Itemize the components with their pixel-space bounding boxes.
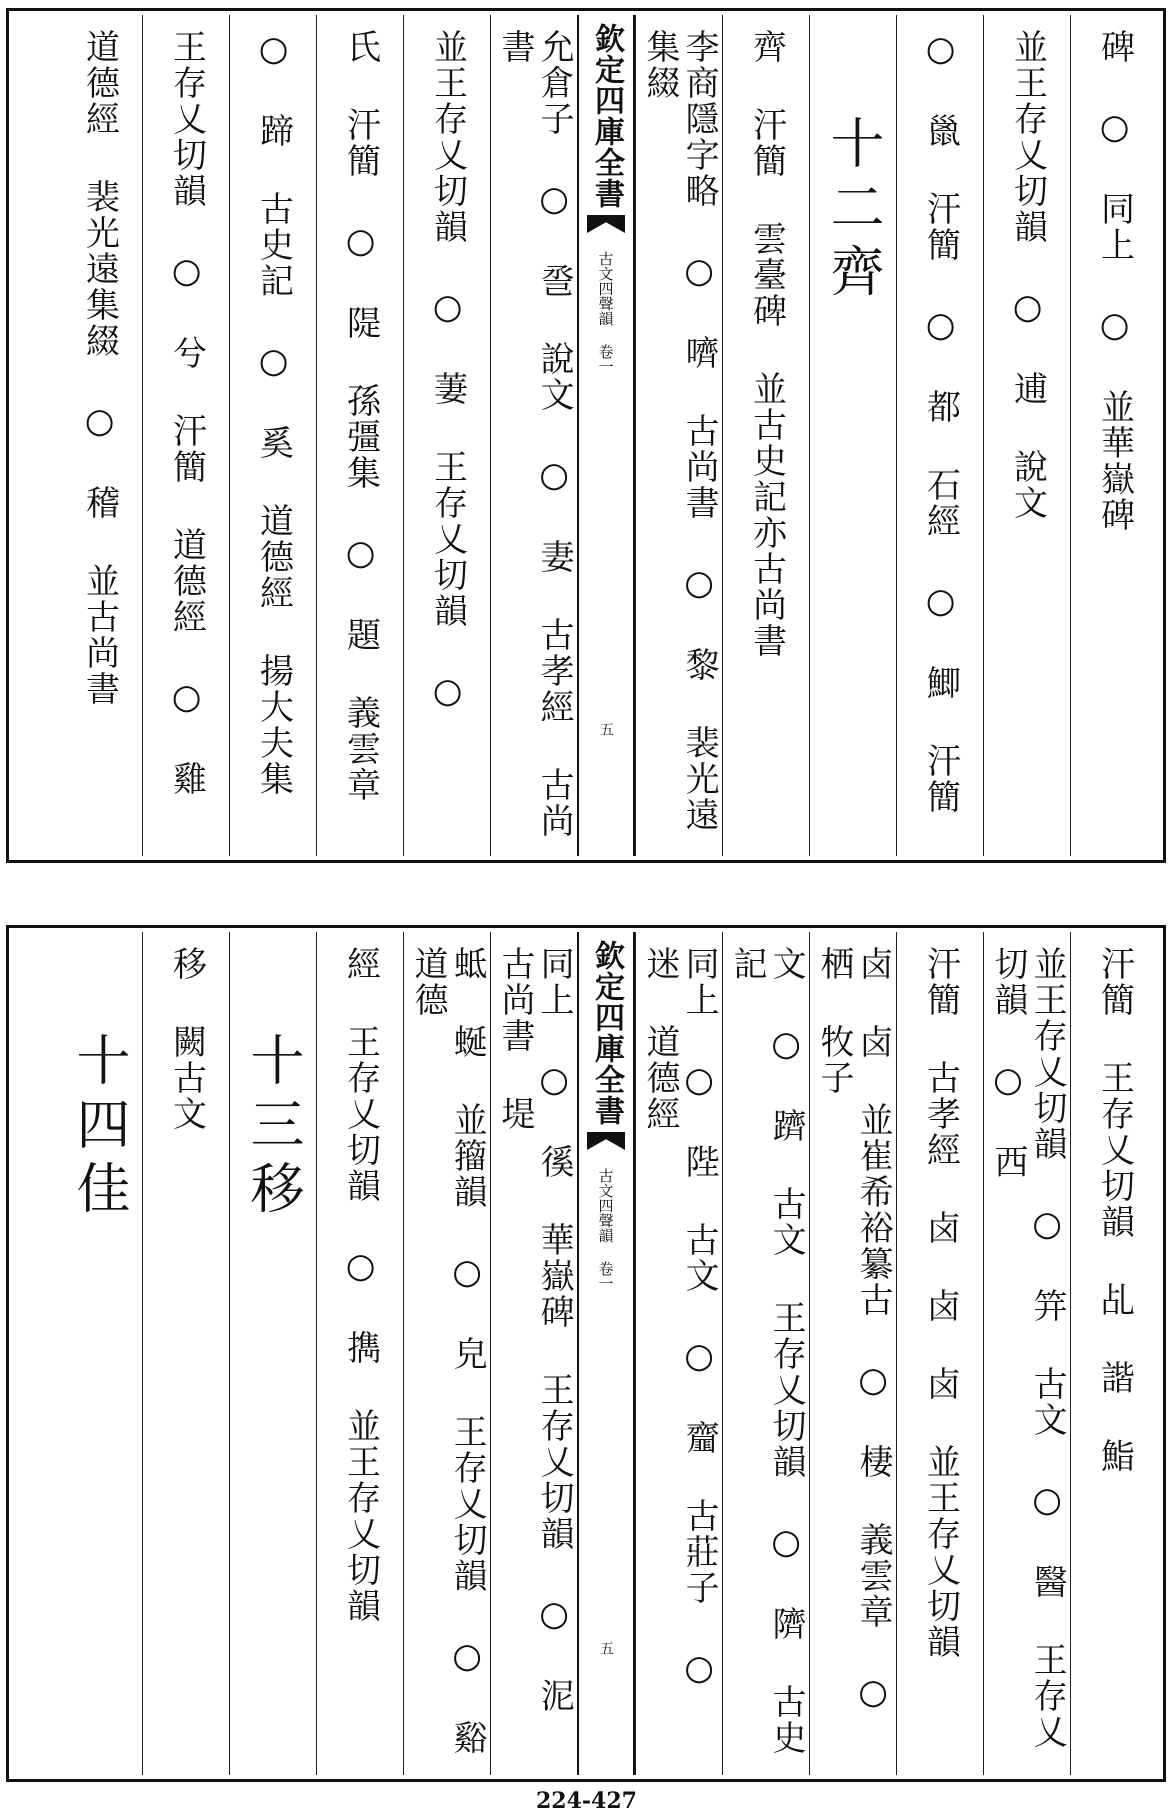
bottom-page	[6, 925, 1166, 1782]
column-text: 同上 ○ 陛 古文 ○ 齏 古莊子 ○ 迷 道德經	[640, 946, 720, 1690]
text-column	[809, 932, 896, 1775]
fishtail-mark	[587, 215, 625, 241]
text-column	[403, 15, 490, 856]
column-text: 並王存乂切韻 ○ 笄 古文 ○ 醫 王存乂切韻 ○ 西	[988, 946, 1068, 1750]
rhyme-heading: 十三移	[242, 1032, 306, 1224]
text-column	[896, 15, 983, 856]
column-text: 蚳 蜒 並籀韻 ○ 皃 王存乂切韻 ○ 谿 道德	[408, 946, 488, 1756]
column-text: 移 闕古文	[166, 946, 207, 1132]
text-column	[1070, 932, 1157, 1775]
column-text: 允倉子 ○ 巹 說文 ○ 妻 古孝經 古尚書	[495, 29, 575, 839]
text-column	[983, 932, 1070, 1775]
text-column	[490, 932, 577, 1775]
text-column	[635, 15, 722, 856]
center-fold	[577, 15, 635, 856]
center-fold	[577, 932, 635, 1775]
text-column	[56, 15, 142, 856]
column-text: 同上 ○ 徯 華嶽碑 王存乂切韻 ○ 泥 古尚書 堤	[495, 946, 575, 1714]
text-column	[722, 15, 809, 856]
column-text: 道德經 裴光遠集綴 ○ 稽 並古尚書	[79, 29, 120, 707]
column-text: 汗簡 王存乂切韻 乩 諧 鮨	[1094, 946, 1135, 1474]
text-column	[229, 15, 316, 856]
column-text: 王存乂切韻 ○ 兮 汗簡 道德經 ○ 雞	[166, 29, 207, 797]
column-text: 碑 ○ 同上 ○ 並華嶽碑	[1094, 29, 1135, 533]
text-column	[142, 932, 229, 1775]
text-column	[722, 932, 809, 1775]
column-text: 並王存乂切韻 ○ 萋 王存乂切韻 ○	[427, 29, 468, 713]
rhyme-heading-column	[809, 15, 896, 856]
text-column	[635, 932, 722, 1775]
volume-label: 古文四聲韻 卷一	[596, 1168, 615, 1291]
text-column	[896, 932, 983, 1775]
column-text: 齊 汗簡 雲臺碑 並古史記亦古尚書	[746, 29, 787, 659]
page-number: 224-427	[536, 1788, 637, 1814]
column-text: 氏 汗簡 ○ 隄 孫彊集 ○ 題 義雲章	[340, 29, 381, 803]
column-text: 汗簡 古孝經 卤 卤 卤 並王存乂切韻	[920, 946, 961, 1660]
book-title: 欽定四庫全書	[589, 940, 624, 1126]
bottom-columns	[15, 932, 1157, 1775]
rhyme-heading-column	[56, 932, 142, 1775]
text-column	[142, 15, 229, 856]
top-columns	[15, 15, 1157, 856]
column-text: ○ 蹄 古史記 ○ 奚 道德經 揚大夫集	[253, 29, 294, 797]
column-text: 李商隱字略 ○ 嚌 古尚書 ○ 黎 裴光遠集綴	[640, 29, 720, 833]
folio-number: 五	[598, 1641, 614, 1655]
column-text: ○ 巤 汗簡 ○ 都 石經 ○ 鯽 汗簡	[920, 29, 961, 815]
folio-number: 五	[598, 722, 614, 736]
column-text: 文 ○ 躋 古文 王存乂切韻 ○ 隮 古史記	[727, 946, 807, 1756]
rhyme-heading: 十二齊	[822, 115, 886, 307]
rhyme-heading: 十四佳	[68, 1032, 132, 1224]
volume-label: 古文四聲韻 卷一	[596, 251, 615, 374]
rhyme-heading-column	[229, 932, 316, 1775]
column-text: 卤 卤 並崔希裕纂古 ○ 棲 義雲章 ○ 栖 牧子	[814, 946, 894, 1714]
text-column	[316, 932, 403, 1775]
text-column	[490, 15, 577, 856]
fishtail-mark	[587, 1132, 625, 1158]
column-text: 並王存乂切韻 ○ 逋 說文	[1007, 29, 1048, 521]
text-column	[316, 15, 403, 856]
column-text: 經 王存乂切韻 ○ 擕 並王存乂切韻	[340, 946, 381, 1624]
text-column	[983, 15, 1070, 856]
book-title: 欽定四庫全書	[589, 23, 624, 209]
text-column	[1070, 15, 1157, 856]
top-page	[6, 8, 1166, 863]
text-column	[403, 932, 490, 1775]
